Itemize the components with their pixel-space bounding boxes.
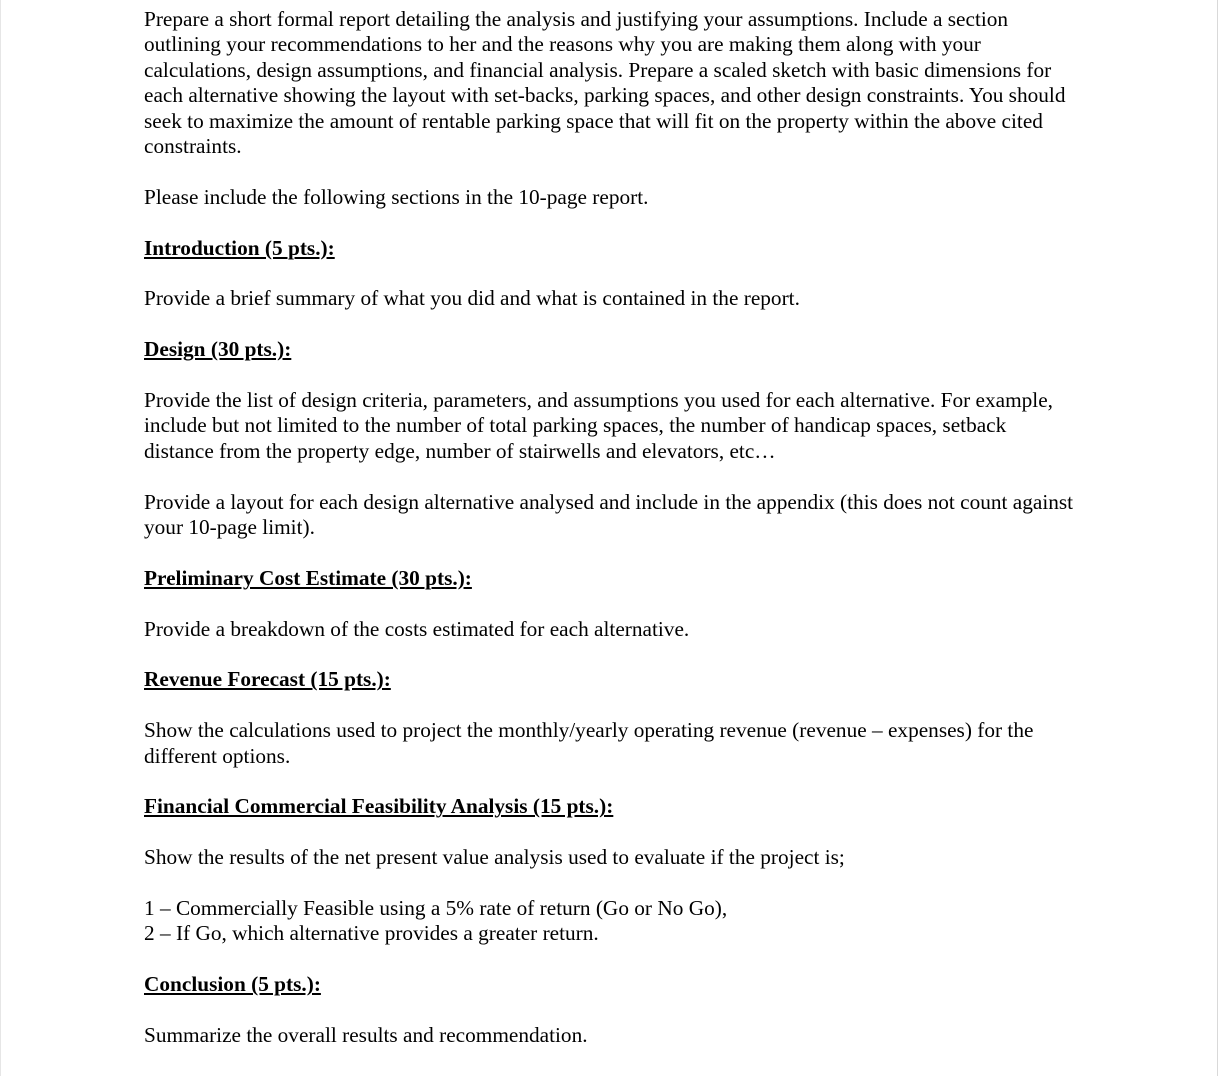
feasibility-body: Show the results of the net present value analysis used to evaluate if the project is; — [144, 845, 845, 870]
introduction-body: Provide a brief summary of what you did and what is contained in the report. — [144, 286, 800, 311]
document-body — [144, 7, 1074, 1048]
spacer — [144, 261, 1074, 286]
intro-paragraph: Prepare a short formal report detailing the analysis and justifying your assumptions. Include a section outlining your recommendations to her and the reasons why you are making them along with your calculations, design assumptions, and financial analysis. Prepare a scaled sketch with basic dimensions for each alternative showing the layout with set-backs, parking spaces, and other design constraints. You should seek to maximize the amount of rentable parking space that will fit on the property within the above cited constraints. — [144, 7, 1066, 159]
spacer — [144, 540, 1074, 565]
feasibility-list-item: 1 – Commercially Feasible using a 5% rate of return (Go or No Go), — [144, 896, 728, 921]
spacer — [144, 312, 1074, 337]
feasibility-list-item: 2 – If Go, which alternative provides a greater return. — [144, 921, 599, 946]
spacer — [144, 591, 1074, 616]
design-body-criteria: Provide the list of design criteria, parameters, and assumptions you used for each alternative. For example, include but not limited to the number of total parking spaces, the number of handicap spaces, setback distance from the property edge, number of stairwells and elevators, etc… — [144, 388, 1053, 463]
conclusion-body: Summarize the overall results and recommendation. — [144, 1023, 588, 1048]
design-body-layout: Provide a layout for each design alternative analysed and include in the appendix (this does not count against your 10-page limit). — [144, 489, 1074, 540]
spacer — [144, 363, 1074, 388]
spacer — [144, 159, 1074, 184]
design-heading: Design (30 pts.): — [144, 337, 292, 362]
conclusion-heading: Conclusion (5 pts.): — [144, 972, 321, 997]
spacer — [144, 998, 1074, 1023]
spacer — [144, 693, 1074, 718]
spacer — [144, 464, 1074, 489]
introduction-heading: Introduction (5 pts.): — [144, 235, 335, 260]
revenue-forecast-heading: Revenue Forecast (15 pts.): — [144, 667, 391, 692]
spacer — [144, 769, 1074, 794]
revenue-forecast-body: Show the calculations used to project the monthly/yearly operating revenue (revenue – expenses) for the different options. — [144, 718, 1034, 768]
spacer — [144, 820, 1074, 845]
spacer — [144, 871, 1074, 896]
spacer — [144, 210, 1074, 235]
cost-estimate-body: Provide a breakdown of the costs estimated for each alternative. — [144, 616, 690, 641]
spacer — [144, 947, 1074, 972]
spacer — [144, 642, 1074, 667]
cost-estimate-heading: Preliminary Cost Estimate (30 pts.): — [144, 565, 472, 590]
sections-intro: Please include the following sections in the 10-page report. — [144, 184, 649, 209]
feasibility-heading: Financial Commercial Feasibility Analysis (15 pts.): — [144, 794, 614, 819]
